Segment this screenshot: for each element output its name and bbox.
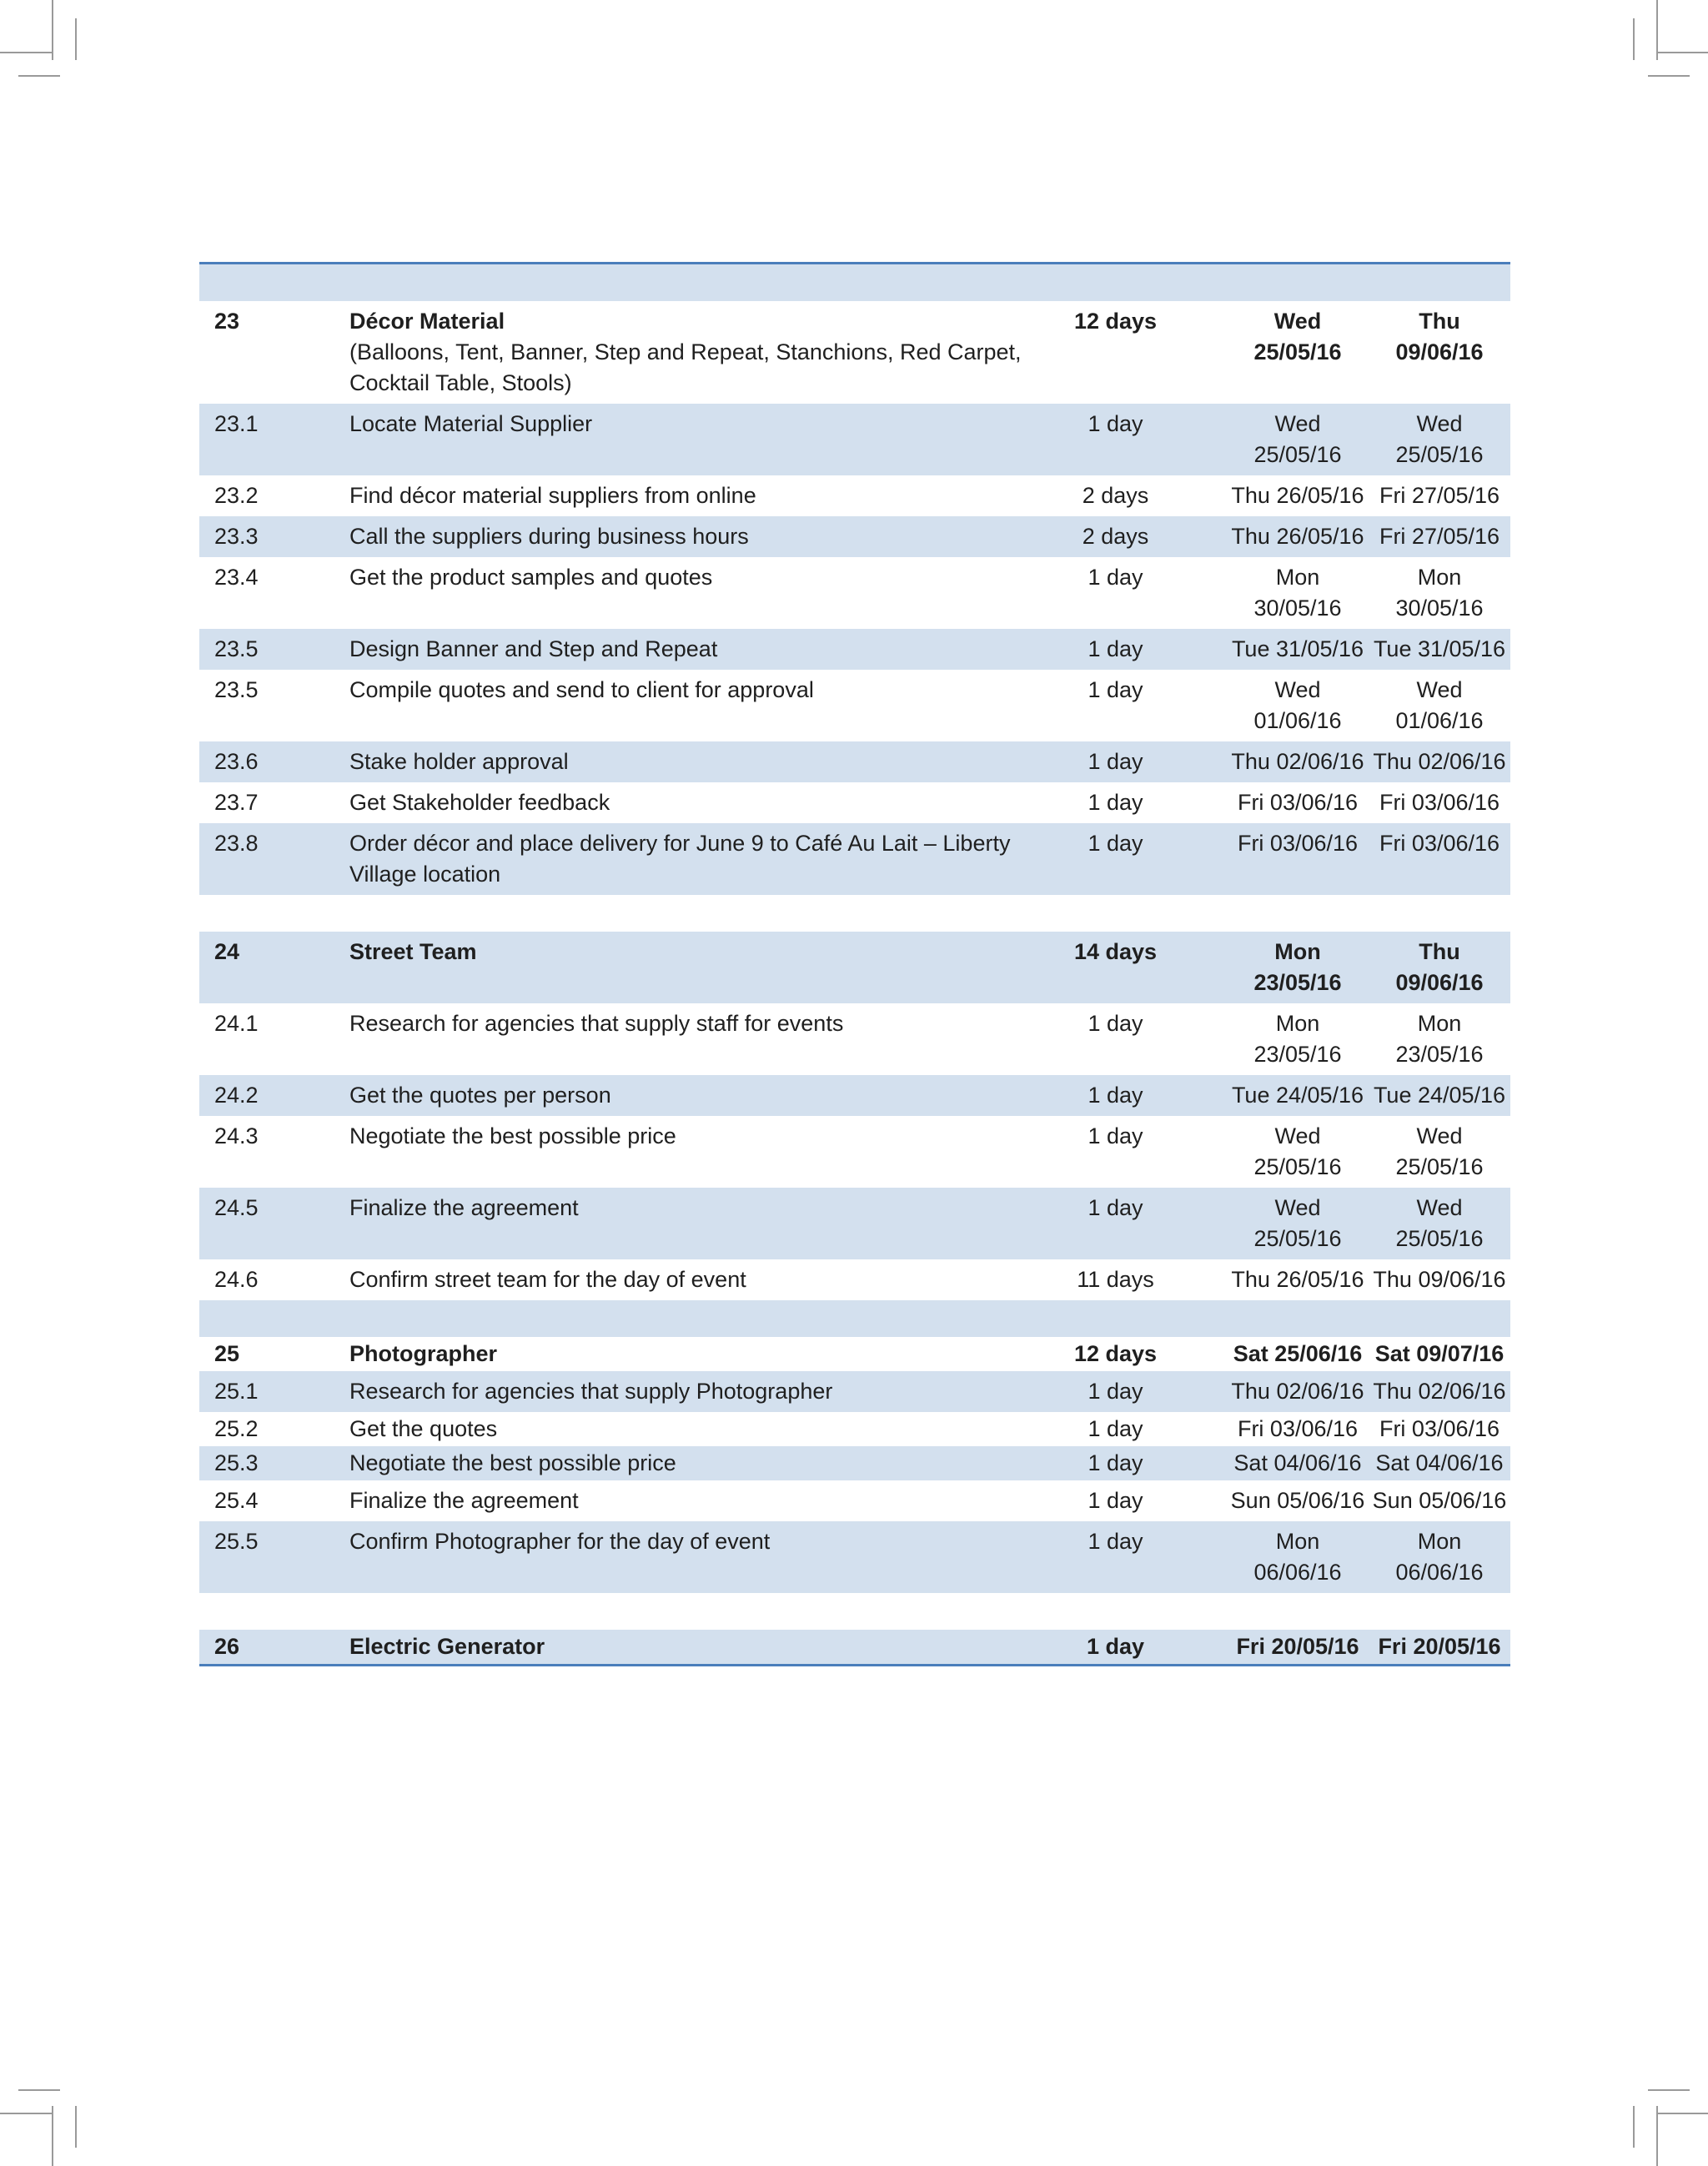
crop-mark (75, 2106, 77, 2148)
duration-cell: 1 day (1071, 1446, 1227, 1480)
spacer-cell (199, 264, 1510, 302)
task-name: Research for agencies that supply Photographer (349, 1379, 833, 1404)
duration-cell: 2 days (1071, 516, 1227, 557)
task-name-cell (334, 1480, 1071, 1521)
start-date-cell: Fri 03/06/16 (1227, 823, 1369, 895)
task-name: Find décor material suppliers from online (349, 483, 756, 508)
end-date-cell: Sat 09/07/16 (1374, 1341, 1505, 1366)
task-id-cell: 24.3 (214, 1123, 259, 1148)
task-name-cell (334, 301, 1071, 404)
task-name-cell (334, 782, 1071, 823)
spacer-row (199, 1593, 1510, 1630)
start-date-cell: Fri 03/06/16 (1237, 1416, 1359, 1441)
duration-cell: 1 day (1088, 1488, 1143, 1513)
group-row (199, 301, 1510, 404)
duration-cell: 1 day (1071, 404, 1227, 475)
task-id-cell: 24 (199, 932, 334, 1003)
task-row (199, 516, 1510, 557)
task-name: Get the product samples and quotes (349, 565, 713, 590)
spacer-cell (199, 1300, 1510, 1337)
task-name: Call the suppliers during business hours (349, 524, 749, 549)
end-date-cell: Mon 30/05/16 (1395, 565, 1484, 621)
start-date-cell: Thu 02/06/16 (1227, 1371, 1369, 1412)
task-id-cell: 24.2 (199, 1075, 334, 1116)
task-name: Negotiate the best possible price (349, 1123, 676, 1148)
task-id-cell: 24.5 (199, 1188, 334, 1259)
task-row (199, 1188, 1510, 1259)
crop-mark (52, 0, 53, 60)
duration-cell: 1 day (1071, 1188, 1227, 1259)
task-name: Get Stakeholder feedback (349, 790, 610, 815)
task-name: Street Team (349, 939, 477, 964)
end-date-cell: Thu 09/06/16 (1395, 309, 1484, 364)
start-date-cell: Tue 24/05/16 (1227, 1075, 1369, 1116)
end-date-cell: Fri 20/05/16 (1369, 1630, 1510, 1666)
duration-cell: 1 day (1071, 1630, 1227, 1666)
start-date-cell: Mon 23/05/16 (1253, 1011, 1342, 1067)
task-name-cell (334, 823, 1071, 895)
crop-mark (0, 2113, 52, 2114)
end-date-cell: Wed 25/05/16 (1369, 1188, 1510, 1259)
crop-mark (1648, 2089, 1690, 2091)
task-name: Negotiate the best possible price (349, 1450, 676, 1475)
group-row (199, 932, 1510, 1003)
start-date-cell: Fri 03/06/16 (1237, 790, 1359, 815)
duration-cell: 1 day (1088, 565, 1143, 590)
start-date-cell: Sat 04/06/16 (1227, 1446, 1369, 1480)
end-date-cell: Mon 23/05/16 (1395, 1011, 1484, 1067)
task-id-cell: 23.7 (214, 790, 259, 815)
task-name-cell (334, 1259, 1071, 1300)
task-name-cell (334, 741, 1071, 782)
duration-cell: 1 day (1071, 1521, 1227, 1593)
task-name-cell (334, 932, 1071, 1003)
end-date-cell: Thu 09/06/16 (1369, 932, 1510, 1003)
start-date-cell: Fri 20/05/16 (1227, 1630, 1369, 1666)
task-row (199, 1446, 1510, 1480)
spacer-cell (199, 895, 1510, 932)
task-row (199, 1259, 1510, 1300)
end-date-cell: Thu 09/06/16 (1373, 1267, 1506, 1292)
duration-cell: 2 days (1082, 483, 1149, 508)
spacer-cell (199, 1593, 1510, 1630)
task-name: Confirm street team for the day of event (349, 1267, 746, 1292)
duration-cell: 14 days (1071, 932, 1227, 1003)
duration-cell: 12 days (1073, 1341, 1158, 1366)
task-name-cell (334, 404, 1071, 475)
start-date-cell: Wed 25/05/16 (1227, 1188, 1369, 1259)
task-row (199, 557, 1510, 629)
group-row (199, 1630, 1510, 1666)
task-row (199, 404, 1510, 475)
start-date-cell: Tue 31/05/16 (1227, 629, 1369, 670)
end-date-cell: Fri 27/05/16 (1369, 516, 1510, 557)
task-row (199, 475, 1510, 516)
task-name-cell (334, 1521, 1071, 1593)
end-date-cell: Fri 03/06/16 (1369, 823, 1510, 895)
duration-cell: 12 days (1073, 309, 1158, 334)
task-name: Order décor and place delivery for June 9 to Café Au Lait – Liberty Village location (349, 831, 1011, 887)
task-name: Finalize the agreement (349, 1488, 579, 1513)
task-row (199, 1371, 1510, 1412)
task-row (199, 1003, 1510, 1075)
spacer-row (199, 1300, 1510, 1337)
end-date-cell: Tue 31/05/16 (1369, 629, 1510, 670)
task-id-cell: 23.3 (199, 516, 334, 557)
task-id-cell: 23.6 (199, 741, 334, 782)
task-row (199, 1521, 1510, 1593)
task-row (199, 1480, 1510, 1521)
duration-cell: 1 day (1071, 741, 1227, 782)
duration-cell: 1 day (1088, 1123, 1143, 1148)
end-date-cell: Mon 06/06/16 (1369, 1521, 1510, 1593)
task-name-cell (334, 1337, 1071, 1371)
group-row (199, 1337, 1510, 1371)
end-date-cell: Sun 05/06/16 (1372, 1488, 1507, 1513)
task-id-cell: 25.2 (214, 1416, 259, 1441)
start-date-cell: Wed 25/05/16 (1253, 309, 1342, 364)
task-name-cell (334, 1075, 1071, 1116)
task-row (199, 629, 1510, 670)
task-name-cell (334, 1412, 1071, 1446)
task-row (199, 823, 1510, 895)
start-date-cell: Thu 02/06/16 (1227, 741, 1369, 782)
task-name-cell (334, 629, 1071, 670)
task-id-cell: 23.8 (199, 823, 334, 895)
task-name-cell (334, 1188, 1071, 1259)
task-note: (Balloons, Tent, Banner, Step and Repeat, Stanchions, Red Carpet, Cocktail Table, Stools) (349, 339, 1022, 395)
crop-mark (1633, 2106, 1635, 2148)
crop-mark (52, 2106, 53, 2166)
duration-cell: 1 day (1088, 1416, 1143, 1441)
task-name: Get the quotes (349, 1416, 498, 1441)
task-name: Get the quotes per person (349, 1083, 611, 1108)
task-name: Locate Material Supplier (349, 411, 593, 436)
start-date-cell: Thu 26/05/16 (1227, 516, 1369, 557)
end-date-cell: Wed 25/05/16 (1369, 404, 1510, 475)
end-date-cell: Thu 02/06/16 (1369, 1371, 1510, 1412)
task-id-cell: 23.5 (214, 677, 259, 702)
end-date-cell: Sat 04/06/16 (1369, 1446, 1510, 1480)
duration-cell: 1 day (1088, 677, 1143, 702)
start-date-cell: Thu 26/05/16 (1231, 483, 1364, 508)
start-date-cell: Mon 06/06/16 (1227, 1521, 1369, 1593)
end-date-cell: Tue 24/05/16 (1369, 1075, 1510, 1116)
task-id-cell: 23.2 (214, 483, 259, 508)
start-date-cell: Mon 23/05/16 (1227, 932, 1369, 1003)
task-row (199, 1412, 1510, 1446)
end-date-cell: Fri 27/05/16 (1379, 483, 1500, 508)
crop-mark (1656, 2106, 1658, 2166)
task-row (199, 1116, 1510, 1188)
task-name-cell (334, 1446, 1071, 1480)
task-name-cell (334, 1116, 1071, 1188)
end-date-cell: Wed 25/05/16 (1395, 1123, 1484, 1179)
crop-mark (1656, 52, 1708, 53)
task-name-cell (334, 475, 1071, 516)
start-date-cell: Sat 25/06/16 (1233, 1341, 1363, 1366)
task-name-cell (334, 670, 1071, 741)
duration-cell: 11 days (1077, 1267, 1154, 1292)
crop-mark (18, 75, 60, 77)
task-id-cell: 26 (199, 1630, 334, 1666)
task-id-cell: 23.4 (214, 565, 259, 590)
task-name-cell (334, 516, 1071, 557)
spacer-row (199, 895, 1510, 932)
crop-mark (1633, 18, 1635, 60)
duration-cell: 1 day (1088, 790, 1143, 815)
task-id-cell: 25.3 (199, 1446, 334, 1480)
task-id-cell: 23.1 (199, 404, 334, 475)
start-date-cell: Mon 30/05/16 (1253, 565, 1342, 621)
task-id-cell: 24.6 (214, 1267, 259, 1292)
task-row (199, 741, 1510, 782)
task-id-cell: 23 (214, 309, 240, 334)
task-name: Electric Generator (349, 1634, 545, 1659)
task-name: Confirm Photographer for the day of event (349, 1529, 771, 1554)
task-name: Design Banner and Step and Repeat (349, 636, 718, 661)
task-name: Finalize the agreement (349, 1195, 579, 1220)
crop-mark (1648, 75, 1690, 77)
schedule-body (199, 264, 1510, 1666)
schedule-table (199, 262, 1510, 1666)
task-id-cell: 24.1 (214, 1011, 259, 1036)
task-row (199, 670, 1510, 741)
start-date-cell: Sun 05/06/16 (1230, 1488, 1365, 1513)
duration-cell: 1 day (1071, 1371, 1227, 1412)
task-name: Décor Material (349, 309, 505, 334)
start-date-cell: Wed 01/06/16 (1253, 677, 1342, 733)
task-name-cell (334, 1003, 1071, 1075)
end-date-cell: Fri 03/06/16 (1379, 790, 1500, 815)
task-id-cell: 25 (214, 1341, 240, 1366)
crop-mark (1656, 2113, 1708, 2114)
task-id-cell: 25.5 (199, 1521, 334, 1593)
duration-cell: 1 day (1071, 629, 1227, 670)
task-row (199, 1075, 1510, 1116)
task-name-cell (334, 557, 1071, 629)
duration-cell: 1 day (1071, 1075, 1227, 1116)
task-name: Research for agencies that supply staff for events (349, 1011, 844, 1036)
end-date-cell: Wed 01/06/16 (1395, 677, 1484, 733)
end-date-cell: Thu 02/06/16 (1369, 741, 1510, 782)
crop-mark (18, 2089, 60, 2091)
task-name: Photographer (349, 1341, 498, 1366)
task-name-cell (334, 1371, 1071, 1412)
crop-mark (75, 18, 77, 60)
task-id-cell: 23.5 (199, 629, 334, 670)
task-name-cell (334, 1630, 1071, 1666)
start-date-cell: Thu 26/05/16 (1231, 1267, 1364, 1292)
task-name: Stake holder approval (349, 749, 569, 774)
duration-cell: 1 day (1071, 823, 1227, 895)
task-row (199, 782, 1510, 823)
task-name: Compile quotes and send to client for approval (349, 677, 814, 702)
end-date-cell: Fri 03/06/16 (1379, 1416, 1500, 1441)
start-date-cell: Wed 25/05/16 (1253, 1123, 1342, 1179)
start-date-cell: Wed 25/05/16 (1227, 404, 1369, 475)
spacer-row (199, 264, 1510, 302)
task-id-cell: 25.4 (214, 1488, 259, 1513)
crop-mark (0, 52, 52, 53)
duration-cell: 1 day (1088, 1011, 1143, 1036)
task-id-cell: 25.1 (199, 1371, 334, 1412)
